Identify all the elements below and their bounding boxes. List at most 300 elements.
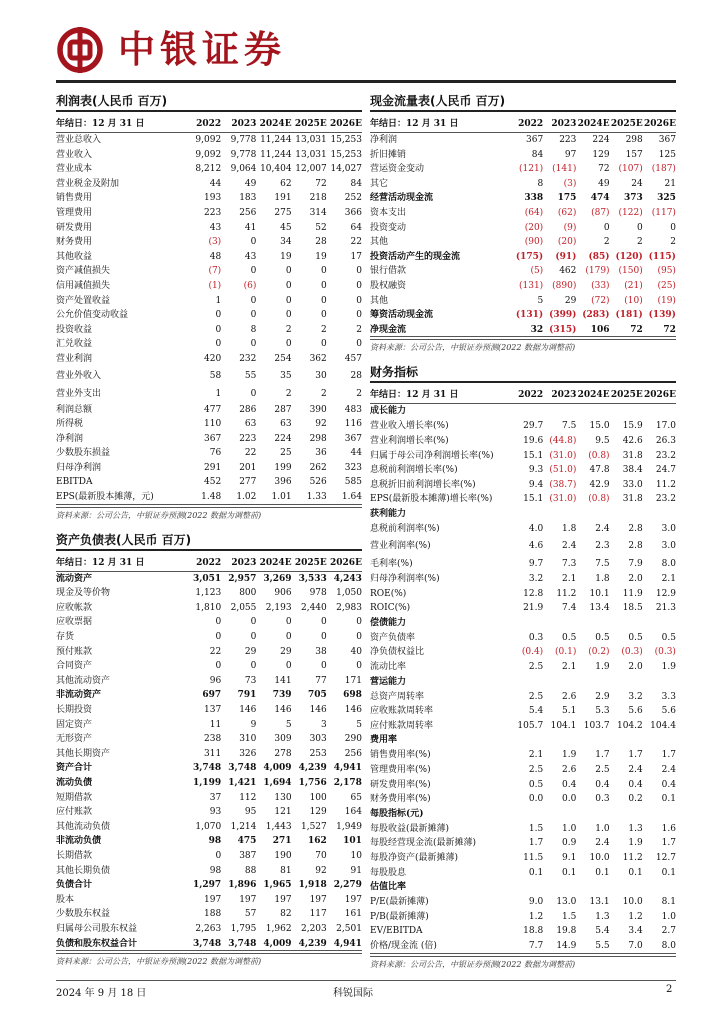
row-value: 21.9 <box>523 603 544 614</box>
row-value: (44.8) <box>549 435 577 446</box>
row-value: (141) <box>552 164 577 175</box>
row-value: 1.8 <box>595 574 610 585</box>
row-value: 0 <box>285 280 292 291</box>
table-row <box>370 631 676 646</box>
row-value: 0 <box>321 266 327 277</box>
row-value: 72 <box>598 164 610 175</box>
table-row <box>56 294 362 309</box>
row-label: 资产负债率 <box>370 632 416 643</box>
row-label: 销售费用率(%) <box>370 750 431 761</box>
row-value: 5.5 <box>595 940 610 951</box>
row-value: 49 <box>598 178 610 189</box>
row-value: 390 <box>309 404 327 415</box>
row-value: 4,941 <box>333 938 362 949</box>
table-row <box>370 748 676 763</box>
row-value: 28 <box>350 370 362 381</box>
row-value: 3.3 <box>661 691 676 702</box>
row-value: 2.4 <box>661 765 676 775</box>
row-value: 116 <box>344 419 362 430</box>
header-divider <box>56 80 676 83</box>
cashflow-table-header <box>370 115 676 133</box>
income-table-header <box>56 115 362 133</box>
row-value: 1.9 <box>562 750 577 761</box>
row-value: 8 <box>537 178 544 189</box>
row-label: 资产减值损失 <box>56 266 111 277</box>
table-row <box>56 586 362 601</box>
row-value: (179) <box>585 266 610 277</box>
row-value: 23.2 <box>655 450 676 461</box>
row-value: 2,957 <box>228 573 257 584</box>
row-value: (10) <box>624 295 643 306</box>
row-label: 固定资产 <box>56 719 93 730</box>
row-value: 1.7 <box>661 838 676 849</box>
row-value: 3,748 <box>228 763 257 774</box>
row-value: 462 <box>559 266 577 277</box>
row-value: 98 <box>209 865 222 876</box>
row-value: 2.1 <box>661 574 676 585</box>
balance-source-note: 资料来源：公司公告，中银证券预测(2022 数据为调整前) <box>56 953 362 969</box>
row-value: 35 <box>280 370 292 381</box>
row-value: 238 <box>204 734 222 745</box>
row-value: 0 <box>356 266 362 277</box>
row-value: 2 <box>356 388 362 399</box>
row-value: 5 <box>537 295 544 306</box>
table-row <box>56 250 362 265</box>
right-column <box>370 92 676 972</box>
row-label: 归母净利润 <box>56 462 102 473</box>
row-value: 0.1 <box>528 867 544 878</box>
row-value: (0.3) <box>654 647 676 658</box>
row-value: 0 <box>215 632 222 643</box>
row-value: 0 <box>285 295 292 306</box>
row-label: 投资活动产生的现金流 <box>370 251 461 262</box>
row-value: 161 <box>344 909 362 920</box>
ratio-group-heading: 估值比率 <box>370 882 407 893</box>
table-row <box>370 822 676 837</box>
table-row <box>56 922 362 937</box>
row-label: 毛利率(%) <box>370 559 413 570</box>
table-row <box>370 660 676 675</box>
table-row <box>370 939 676 954</box>
row-value: 38.4 <box>622 465 643 476</box>
row-label: 短期借款 <box>56 792 93 803</box>
income-title: 利润表(人民币 百万) <box>56 92 362 112</box>
row-label: 汇兑收益 <box>56 339 93 350</box>
page-header <box>56 26 676 78</box>
row-value: 84 <box>531 149 544 160</box>
row-value: 101 <box>343 836 362 847</box>
row-label: 价格/现金流 (倍) <box>370 940 437 951</box>
row-value: 76 <box>209 448 222 459</box>
row-label: EPS(最新股本摊薄，元) <box>56 492 154 503</box>
table-row <box>56 403 362 418</box>
row-value: 9,064 <box>230 164 257 175</box>
row-value: 0.4 <box>595 779 610 790</box>
row-value: 197 <box>274 894 292 905</box>
row-value: 11 <box>209 719 222 730</box>
table-row <box>370 910 676 925</box>
row-label: 其他长期负债 <box>56 865 111 876</box>
row-value: 0 <box>356 339 362 350</box>
row-value: 791 <box>237 690 257 701</box>
row-value: (20) <box>557 237 577 248</box>
row-value: 0.5 <box>562 632 577 643</box>
row-value: 2.4 <box>628 765 643 775</box>
row-value: 0 <box>285 661 292 672</box>
row-value: 0 <box>215 339 222 350</box>
row-value: 13.1 <box>589 897 610 908</box>
row-value: (890) <box>552 280 577 291</box>
row-value: 483 <box>344 404 362 415</box>
row-label: 应付账款周转率 <box>370 720 434 731</box>
table-row <box>56 878 362 893</box>
row-value: (38.7) <box>549 479 577 490</box>
row-value: 104.4 <box>650 720 676 731</box>
row-value: (115) <box>648 251 676 262</box>
row-value: 33.0 <box>622 479 643 490</box>
row-value: 2 <box>285 388 292 399</box>
table-row <box>56 221 362 236</box>
ratio-group-heading: 成长能力 <box>370 406 407 417</box>
row-value: 452 <box>204 477 222 488</box>
row-value: 44 <box>209 178 222 189</box>
row-label: 公允价值变动收益 <box>56 310 129 321</box>
row-label: 营业利润率(%) <box>370 541 431 552</box>
row-value: 1.7 <box>628 750 643 761</box>
row-value: 286 <box>239 404 257 415</box>
row-value: 0 <box>215 617 222 628</box>
row-value: 193 <box>204 193 222 204</box>
row-value: 1,962 <box>265 923 292 934</box>
row-value: 2.1 <box>562 574 577 585</box>
row-value: (51.0) <box>549 465 577 476</box>
row-label: 资产处置收益 <box>56 295 111 306</box>
row-label: 负债合计 <box>56 880 93 891</box>
row-value: 396 <box>274 477 292 488</box>
row-value: 12.9 <box>655 588 676 599</box>
row-value: (283) <box>582 310 610 321</box>
row-value: 63 <box>244 419 257 430</box>
row-value: (95) <box>657 266 676 277</box>
row-value: 9.0 <box>528 897 544 908</box>
row-value: 0 <box>285 310 292 321</box>
row-value: 0 <box>285 632 292 643</box>
row-label: 营业外支出 <box>56 388 102 399</box>
row-value: 4,941 <box>333 763 362 774</box>
row-value: (0.8) <box>588 494 610 505</box>
row-label: 存货 <box>56 632 75 643</box>
row-value: 0 <box>321 632 327 643</box>
row-value: 31.8 <box>622 494 643 505</box>
row-label: 息税前利润增长率(%) <box>370 465 458 476</box>
row-value: 232 <box>239 353 257 364</box>
row-value: 1.5 <box>528 823 544 834</box>
row-value: 7.7 <box>528 940 544 951</box>
row-value: 65 <box>350 792 362 803</box>
table-row <box>56 615 362 630</box>
row-value: 84 <box>350 178 362 189</box>
row-label: 银行借款 <box>370 266 407 277</box>
row-value: 0 <box>285 266 292 277</box>
row-value: 0 <box>215 324 222 335</box>
row-value: 2,203 <box>300 923 327 934</box>
row-label: 年结日：12 月 31 日 <box>370 119 459 129</box>
row-value: 24 <box>631 178 643 189</box>
table-row <box>370 645 676 660</box>
row-value: 13,031 <box>295 135 327 145</box>
row-value: (139) <box>648 310 676 321</box>
row-value: 49 <box>244 178 257 189</box>
row-label: ROE(%) <box>370 588 407 599</box>
row-value: 387 <box>239 850 257 861</box>
row-label: 资本支出 <box>370 207 407 218</box>
row-label: EV/EBITDA <box>370 926 423 937</box>
row-label: 营业总收入 <box>56 135 102 145</box>
row-value: 2024E <box>577 119 610 129</box>
row-value: (0.8) <box>588 450 610 461</box>
row-label: 净利润 <box>56 433 84 444</box>
row-value: 11,244 <box>260 135 292 145</box>
row-value: 4,009 <box>263 938 292 949</box>
row-value: 1.8 <box>562 523 577 534</box>
row-value: 197 <box>344 894 362 905</box>
row-value: 1,795 <box>230 923 257 934</box>
row-label: 长期投资 <box>56 705 93 715</box>
row-value: 70 <box>315 850 327 861</box>
row-value: 92 <box>315 865 327 876</box>
balance-table-header <box>56 554 362 572</box>
row-value: 55 <box>244 370 257 381</box>
balance-table-body <box>56 572 362 951</box>
row-label: 应收票据 <box>56 617 93 628</box>
table-row <box>56 279 362 294</box>
table-row <box>56 776 362 791</box>
row-value: 2026E <box>330 119 362 129</box>
row-value: 697 <box>202 690 222 701</box>
row-value: 9,092 <box>195 135 222 145</box>
row-label: 其他 <box>370 295 389 306</box>
row-value: 0 <box>250 237 257 248</box>
row-value: 0 <box>321 339 327 350</box>
row-value: (62) <box>557 207 577 218</box>
row-value: 2 <box>603 237 610 248</box>
row-value: (187) <box>651 164 676 175</box>
row-value: 11.5 <box>523 852 544 863</box>
row-value: 3,748 <box>193 938 222 949</box>
row-value: 9,778 <box>230 149 257 160</box>
row-value: 15.1 <box>523 450 544 461</box>
row-value: (0.1) <box>555 647 577 658</box>
table-row <box>370 792 676 807</box>
row-value: 197 <box>239 894 257 905</box>
table-row <box>56 805 362 820</box>
row-value: 1,949 <box>336 821 362 832</box>
row-value: 2.5 <box>595 765 610 775</box>
row-value: 1.9 <box>628 838 643 849</box>
row-value: 0 <box>250 617 257 628</box>
row-value: 0 <box>356 632 362 643</box>
row-value: 1.5 <box>562 911 577 922</box>
row-value: 7.4 <box>562 603 577 614</box>
row-label: P/E(最新摊薄) <box>370 897 429 908</box>
row-label: 折旧摊销 <box>370 149 407 160</box>
table-row <box>56 475 362 490</box>
row-value: 28 <box>315 237 327 248</box>
row-value: (3) <box>563 178 577 189</box>
table-row <box>370 557 676 572</box>
row-value: 323 <box>344 462 362 473</box>
row-value: 92 <box>315 419 327 430</box>
row-value: 0 <box>321 295 327 306</box>
table-row <box>56 323 362 338</box>
row-value: (131) <box>518 280 544 291</box>
row-value: 526 <box>309 477 327 488</box>
row-label: EBITDA <box>56 477 93 488</box>
row-value: 164 <box>344 807 362 818</box>
row-value: 0 <box>356 661 362 672</box>
footer-date: 2024 年 9 月 18 日 <box>56 988 147 999</box>
row-value: (9) <box>563 222 577 233</box>
table-row <box>370 601 676 616</box>
row-value: (91) <box>555 251 577 262</box>
row-value: 146 <box>344 705 362 715</box>
row-value: 72 <box>630 324 643 335</box>
table-row <box>56 820 362 835</box>
row-value: 93 <box>209 807 222 818</box>
row-value: 277 <box>239 477 257 488</box>
row-value: 0 <box>670 222 676 233</box>
row-value: 146 <box>239 705 257 715</box>
row-value: 2,263 <box>195 923 222 934</box>
row-value: (0.3) <box>621 647 643 658</box>
row-value: 10.0 <box>622 897 643 908</box>
row-value: 338 <box>524 193 544 204</box>
row-value: 906 <box>274 588 292 599</box>
row-label: 投资收益 <box>56 324 93 335</box>
row-value: 1,756 <box>298 777 327 788</box>
row-label: EPS(最新股本摊薄)增长率(%) <box>370 494 493 505</box>
row-value: 224 <box>592 135 610 145</box>
row-value: 13.0 <box>556 897 577 908</box>
row-value: 22 <box>209 646 222 657</box>
row-value: (72) <box>591 295 610 306</box>
row-value: 0 <box>321 617 327 628</box>
row-value: 14.9 <box>556 940 577 951</box>
row-value: 112 <box>239 792 257 803</box>
row-label: 所得税 <box>56 419 84 430</box>
row-label: 应付账款 <box>56 807 93 818</box>
row-value: 42.6 <box>622 435 643 446</box>
row-value: 978 <box>309 588 327 599</box>
row-value: 2022 <box>518 390 544 401</box>
row-value: 15.1 <box>523 494 544 505</box>
table-row <box>56 490 362 505</box>
row-value: 705 <box>307 690 327 701</box>
row-value: 5 <box>356 719 362 730</box>
row-value: 2022 <box>196 119 222 129</box>
row-value: 8.0 <box>661 940 676 951</box>
row-value: 110 <box>204 419 222 430</box>
row-value: 1,199 <box>193 777 222 788</box>
financial-ratios <box>370 363 676 971</box>
table-row <box>370 279 676 294</box>
row-value: 2 <box>637 237 643 248</box>
row-label: 其他收益 <box>56 251 93 262</box>
table-row <box>56 645 362 660</box>
row-label: 其他流动负债 <box>56 821 111 832</box>
row-value: 475 <box>237 836 257 847</box>
row-value: 3.2 <box>628 691 643 702</box>
row-value: 9.4 <box>528 479 544 490</box>
table-row <box>56 732 362 747</box>
row-value: 44 <box>350 448 362 459</box>
row-value: 58 <box>209 370 222 381</box>
table-row <box>56 630 362 645</box>
row-value: 2.9 <box>595 691 610 702</box>
table-row <box>370 690 676 705</box>
row-value: 19 <box>280 251 292 262</box>
row-value: 191 <box>274 193 292 204</box>
row-label: 总资产周转率 <box>370 691 425 702</box>
row-value: 223 <box>239 433 257 444</box>
table-row <box>56 385 362 403</box>
row-value: 367 <box>658 135 676 145</box>
row-value: 1.7 <box>661 750 676 761</box>
row-value: 103.7 <box>583 720 610 731</box>
row-value: 121 <box>274 807 292 818</box>
ratios-source-note: 资料来源：公司公告，中银证券预测(2022 数据为调整前) <box>370 956 676 972</box>
row-value: 41 <box>244 222 257 233</box>
row-value: 800 <box>239 588 257 599</box>
row-value: 77 <box>315 675 327 686</box>
row-value: 2,178 <box>333 777 362 788</box>
ratios-table-header <box>370 386 676 404</box>
row-value: 367 <box>344 433 362 444</box>
table-row <box>370 235 676 250</box>
row-value: 1 <box>215 388 222 399</box>
row-value: 218 <box>309 193 327 204</box>
row-value: 290 <box>344 734 362 745</box>
table-row <box>56 674 362 689</box>
row-label: 少数股东权益 <box>56 909 111 920</box>
table-row <box>370 463 676 478</box>
row-value: 199 <box>274 462 292 473</box>
row-value: 1.7 <box>595 750 610 761</box>
row-value: 19.6 <box>523 435 544 446</box>
row-value: 0 <box>250 388 257 399</box>
row-value: 2023 <box>231 557 257 568</box>
row-value: 11.2 <box>622 852 643 863</box>
row-value: 2.6 <box>562 691 577 702</box>
row-value: 1,918 <box>298 880 327 891</box>
row-value: 29.7 <box>523 421 544 432</box>
bank-of-china-logo <box>56 26 104 74</box>
row-value: (20) <box>524 222 544 233</box>
row-value: 2,193 <box>265 602 292 613</box>
row-value: 29 <box>564 295 577 306</box>
row-value: 0.1 <box>595 867 610 878</box>
table-row <box>370 221 676 236</box>
row-value: 11.2 <box>556 588 577 599</box>
cashflow-title: 现金流量表(人民币 百万) <box>370 92 676 112</box>
row-value: 1.9 <box>595 662 610 673</box>
table-row <box>370 536 676 557</box>
row-value: 0.1 <box>661 867 676 878</box>
table-row <box>370 162 676 177</box>
row-value: (107) <box>618 164 643 175</box>
table-row <box>370 250 676 265</box>
row-value: 2022 <box>196 557 222 568</box>
